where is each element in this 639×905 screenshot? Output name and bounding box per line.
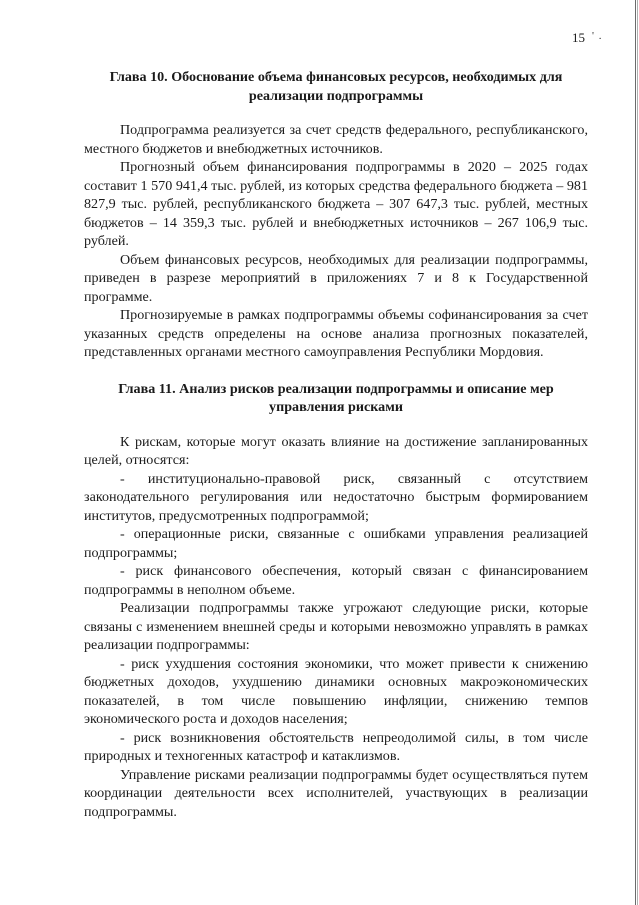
list-item: - институционально-правовой риск, связанный с отсутствием законодательного регулирования или недостаточно быстрым формированием институтов, предусмотренных подпрограммой; [84, 470, 588, 524]
paragraph: Прогнозный объем финансирования подпрограммы в 2020 – 2025 годах составит 1 570 941,4 тыс. рублей, из которых средства федерального бюджета – 981 827,9 тыс. рублей, республиканского бюджета – 307 647,3 тыс. рублей, местных бюджетов – 14 359,3 тыс. рублей и внебюджетных источников – 267 106,9 тыс. рублей. [84, 159, 588, 249]
paragraph: Реализации подпрограммы также угрожают следующие риски, которые связаны с изменением внешней среды и которыми невозможно управлять в рамках реализации подпрограммы: [84, 600, 588, 653]
scan-marks: ' . [592, 30, 603, 42]
paragraph: Подпрограмма реализуется за счет средств федерального, республиканского, местного бюджетов и внебюджетных источников. [84, 122, 588, 157]
page-number: 15 [572, 30, 585, 45]
list-item: - риск возникновения обстоятельств непреодолимой силы, в том числе природных и техногенных катастроф и катаклизмов. [84, 729, 588, 764]
list-item: - риск финансового обеспечения, который связан с финансированием подпрограммы в неполном объеме. [84, 563, 588, 598]
paragraph: К рискам, которые могут оказать влияние на достижение запланированных целей, относятся: [84, 433, 588, 468]
list-item: - операционные риски, связанные с ошибками управления реализацией подпрограммы; [84, 526, 588, 561]
chapter-10-title: Глава 10. Обоснование объема финансовых ресурсов, необходимых для реализации подпрограммы [109, 69, 563, 104]
page-edge-line [635, 0, 636, 905]
list-item: - риск ухудшения состояния экономики, что может привести к снижению бюджетных доходов, ухудшению динамики основных макроэкономических показателей, в том числе повышению инфляции, снижению темпов экономического роста и доходов населения; [84, 655, 588, 727]
chapter-11-title: Глава 11. Анализ рисков реализации подпрограммы и описание мер управления рисками [118, 380, 554, 415]
chapter-10-body [84, 121, 588, 362]
paragraph: Объем финансовых ресурсов, необходимых для реализации подпрограммы, приведен в разрезе мероприятий в приложениях 7 и 8 к Государственной программе. [84, 251, 588, 305]
chapter-11-body [84, 433, 588, 822]
paragraph: Прогнозируемые в рамках подпрограммы объемы софинансирования за счет указанных средств определены на основе анализа прогнозных показателей, представленных органами местного самоуправления Республики Мордовия. [84, 307, 588, 360]
page-edge-line-secondary [637, 0, 638, 905]
paragraph: Управление рисками реализации подпрограммы будет осуществляться путем координации деятельности всех исполнителей, участвующих в реализации подпрограммы. [84, 766, 588, 820]
document-body [84, 68, 588, 821]
